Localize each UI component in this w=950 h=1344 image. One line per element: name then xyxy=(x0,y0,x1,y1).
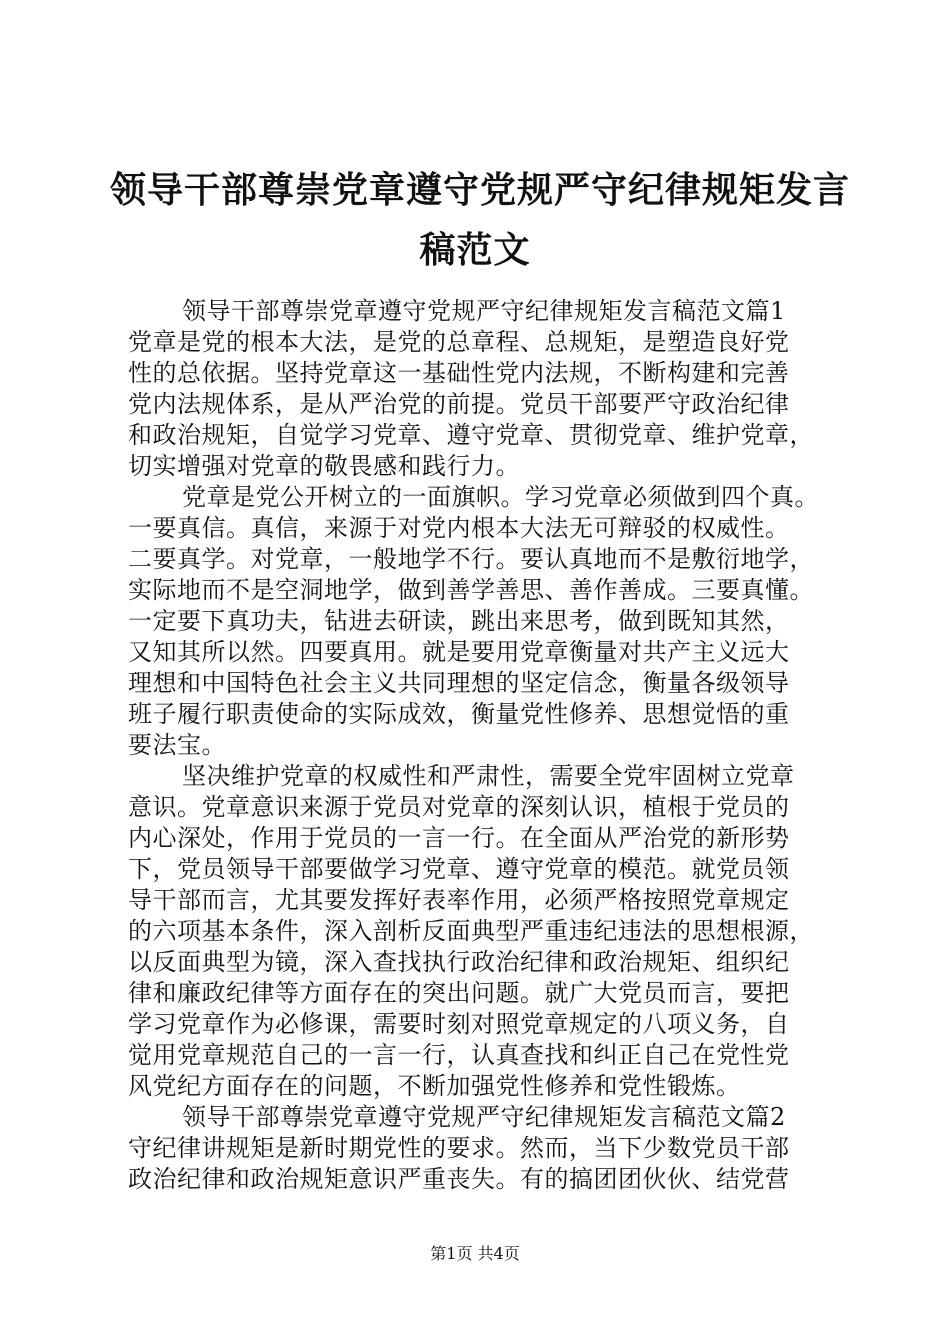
paragraph-first-line: 领导干部尊崇党章遵守党规严守纪律规矩发言稿范文篇1 xyxy=(182,297,786,325)
paragraph-line: 意识。党章意识来源于党员对党章的深刻认识，植根于党员的 xyxy=(128,793,790,821)
paragraph-first-line: 党章是党公开树立的一面旗帜。学习党章必须做到四个真。 xyxy=(182,483,819,511)
paragraph-first-line: 坚决维护党章的权威性和严肃性，需要全党牢固树立党章 xyxy=(182,762,795,790)
paragraph-first-line: 领导干部尊崇党章遵守党规严守纪律规矩发言稿范文篇2 xyxy=(182,1103,786,1131)
paragraph-line: 和政治规矩，自觉学习党章、遵守党章、贯彻党章、维护党章， xyxy=(128,421,814,449)
paragraph-line: 风党纪方面存在的问题，不断加强党性修养和党性锻炼。 xyxy=(128,1072,741,1100)
paragraph-line: 一要真信。真信，来源于对党内根本大法无可辩驳的权威性。 xyxy=(128,514,790,542)
paragraph-line: 党内法规体系，是从严治党的前提。党员干部要严守政治纪律 xyxy=(128,390,790,418)
title-line: 稿范文 xyxy=(419,229,531,271)
paragraph-line: 班子履行职责使命的实际成效，衡量党性修养、思想觉悟的重 xyxy=(128,700,790,728)
page-footer xyxy=(0,1244,950,1264)
title-line: 领导干部尊崇党章遵守党规严守纪律规矩发言 xyxy=(110,169,851,211)
paragraph-line: 切实增强对党章的敬畏感和践行力。 xyxy=(128,452,520,480)
document-title xyxy=(110,160,851,280)
paragraph-line: 守纪律讲规矩是新时期党性的要求。然而，当下少数党员干部 xyxy=(128,1134,790,1162)
paragraph-line: 觉用党章规范自己的一言一行，认真查找和纠正自己在党性党 xyxy=(128,1041,790,1069)
paragraph-line: 理想和中国特色社会主义共同理想的坚定信念，衡量各级领导 xyxy=(128,669,790,697)
paragraph-line: 以反面典型为镜，深入查找执行政治纪律和政治规矩、组织纪 xyxy=(128,948,790,976)
paragraph-line: 律和廉政纪律等方面存在的突出问题。就广大党员而言，要把 xyxy=(128,979,790,1007)
paragraph-line: 二要真学。对党章，一般地学不行。要认真地而不是敷衍地学， xyxy=(128,545,814,573)
paragraph-line: 下，党员领导干部要做学习党章、遵守党章的模范。就党员领 xyxy=(128,855,790,883)
paragraph-line: 性的总依据。坚持党章这一基础性党内法规，不断构建和完善 xyxy=(128,359,790,387)
paragraph-line: 实际地而不是空洞地学，做到善学善思、善作善成。三要真懂。 xyxy=(128,576,814,604)
paragraph-line: 的六项基本条件，深入剖析反面典型严重违纪违法的思想根源， xyxy=(128,917,814,945)
document-body xyxy=(128,296,852,1195)
paragraph-line: 内心深处，作用于党员的一言一行。在全面从严治党的新形势 xyxy=(128,824,790,852)
page-number: 第1页 共4页 xyxy=(430,1244,520,1263)
paragraph-line: 一定要下真功夫，钻进去研读，跳出来思考，做到既知其然， xyxy=(128,607,790,635)
paragraph-line: 政治纪律和政治规矩意识严重丧失。有的搞团团伙伙、结党营 xyxy=(128,1165,790,1193)
paragraph-line: 要法宝。 xyxy=(128,731,226,759)
paragraph-line: 学习党章作为必修课，需要时刻对照党章规定的八项义务，自 xyxy=(128,1010,790,1038)
paragraph-line: 党章是党的根本大法，是党的总章程、总规矩，是塑造良好党 xyxy=(128,328,790,356)
paragraph-line: 导干部而言，尤其要发挥好表率作用，必须严格按照党章规定 xyxy=(128,886,790,914)
paragraph-line: 又知其所以然。四要真用。就是要用党章衡量对共产主义远大 xyxy=(128,638,790,666)
